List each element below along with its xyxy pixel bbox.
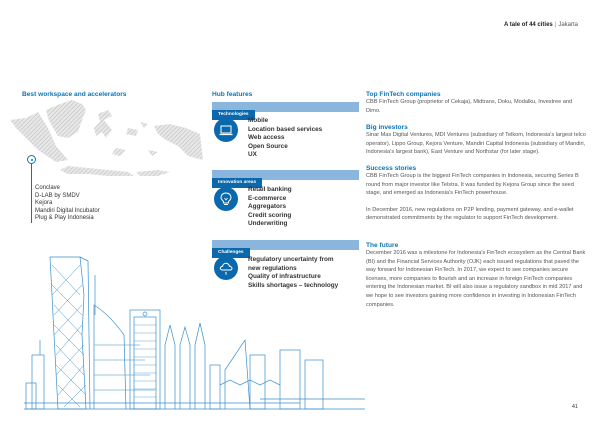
list-item: Quality of infrastructure — [248, 273, 321, 281]
list-item: UX — [248, 151, 257, 159]
list-item: Aggregators — [248, 203, 286, 211]
investors-text: Sinar Mas Digital Ventures, MDI Ventures (subsidiary of Telkom, Indonesia's largest telco operator), Lippo Group, Kejora Venture, Mandiri Capital Indonesia (subsidiary of Mandiri, Indonesia's largest bank), East Venture and Northstar (for later stage). — [366, 132, 586, 156]
laptop-icon — [214, 118, 238, 142]
list-item: Credit scoring — [248, 211, 292, 219]
technologies-label: Technologies — [212, 110, 255, 120]
accelerators-list — [35, 185, 100, 223]
list-item: E-commerce — [248, 194, 287, 202]
indonesia-map — [8, 100, 203, 182]
future-text: December 2016 was a milestone for Indonesia's FinTech ecosystem as the Central Bank (BI) and the Financial Services Authority (OJK) each issued regulations that paved the way forward for Indonesian FinTech. In 2017, we expect to see companies secure licenses, more companies to flourish and an increase in foreign FinTech companies entering the Indonesian market. BI will also issue a regulatory sandbox in mid 2017 and we hope to see investors gaining more confidence in investing in Indonesian FinTech companies. — [366, 250, 586, 308]
top-fintech-text: CBB FinTech Group (proprietor of Cekaja), Midtrans, Doku, Modalku, Investree and Dimo. — [366, 99, 573, 114]
investors-title: Big investors — [366, 124, 408, 131]
city-skyline-illustration — [20, 235, 420, 415]
list-item: Regulatory uncertainty from — [248, 256, 334, 263]
header-city: Jakarta — [558, 22, 578, 28]
success-text-1: CBB FinTech Group is the biggest FinTech companies in Indonesia, securing Series B round from major investor like Telstra. It was funded by Kejora Group since the seed stage, and emerged as Indonesia's FinTech powerhouse. — [366, 173, 579, 197]
header-separator: | — [554, 22, 557, 28]
lightbulb-icon — [214, 187, 238, 211]
list-item: Kejora — [35, 200, 53, 206]
technologies-list — [248, 117, 322, 160]
investors-section — [366, 124, 588, 157]
innovation-areas-bar — [212, 170, 359, 185]
top-fintech-title: Top FinTech companies — [366, 91, 441, 98]
success-text-2: In December 2016, new regulations on P2P lending, payment gateway, and e-wallet demonstrated commitments by the regulator to support FinTech development. — [366, 206, 574, 222]
report-title: A tale of 44 cities — [503, 22, 553, 28]
list-item: D-LAB by SMDV — [35, 192, 80, 199]
top-fintech-section — [366, 91, 588, 115]
hub-features-title: Hub features — [212, 91, 253, 98]
list-item: Open Source — [248, 142, 288, 150]
list-item: Conclave — [35, 185, 61, 191]
jakarta-marker-icon — [27, 155, 36, 164]
list-item: Web access — [248, 134, 285, 142]
running-header — [504, 22, 578, 28]
innovation-areas-label: Innovation areas — [212, 178, 262, 188]
list-item: Location based services — [248, 125, 323, 133]
list-item: Underwriting — [248, 220, 288, 228]
future-title: The future — [366, 242, 399, 249]
technologies-bar — [212, 102, 359, 117]
list-item: Plug & Play Indonesia — [35, 215, 94, 221]
accelerators-title: Best workspace and accelerators — [22, 91, 127, 98]
svg-text:$: $ — [224, 270, 228, 275]
innovation-areas-list — [248, 186, 292, 229]
list-item: new regulations — [248, 264, 297, 272]
success-section — [366, 165, 588, 223]
list-item: Mandiri Digital Incubator — [35, 207, 100, 214]
list-item: Mobile — [248, 117, 269, 124]
list-item: Skills shortages – technology — [248, 281, 339, 289]
challenges-label: Challenges — [212, 248, 250, 258]
page-number: 41 — [571, 404, 578, 410]
location-line — [31, 161, 32, 223]
success-title: Success stories — [366, 165, 417, 172]
list-item: Retail banking — [248, 186, 292, 193]
